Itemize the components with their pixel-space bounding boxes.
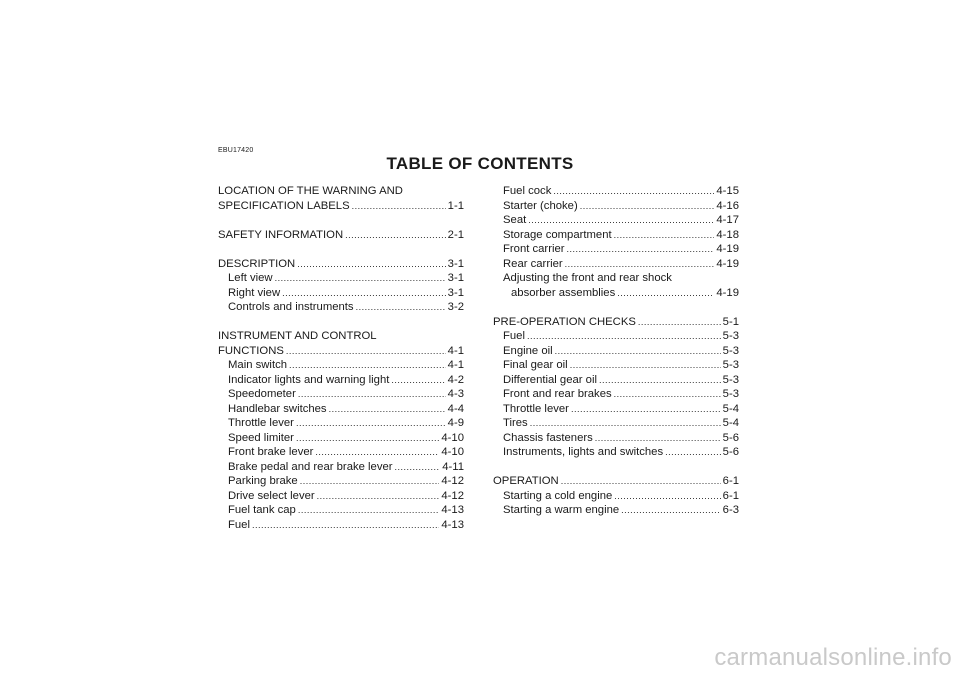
document-code: EBU17420 (218, 147, 254, 154)
toc-section-entry[interactable] (218, 257, 464, 272)
toc-subentry[interactable] (218, 445, 464, 460)
toc-entry-title: Handlebar switches (228, 402, 327, 415)
toc-subentry[interactable] (493, 503, 739, 518)
toc-entry-title: Right view (228, 286, 281, 299)
toc-page-number: 4-13 (441, 518, 464, 531)
toc-page-number: 4-9 (447, 417, 464, 429)
toc-leader-dots (352, 199, 446, 214)
toc-subentry[interactable] (218, 387, 464, 402)
toc-entry-title: Front brake lever (228, 446, 314, 458)
toc-page-number: 3-1 (447, 286, 464, 299)
toc-entry-title: Starter (choke) (503, 199, 578, 212)
toc-page-number: 3-1 (447, 272, 464, 284)
toc-leader-dots (580, 199, 715, 214)
toc-entry-title: Parking brake (228, 475, 298, 487)
toc-entry-title: Controls and instruments (228, 301, 354, 313)
toc-entry-title: Starting a warm engine (503, 504, 620, 516)
toc-page-number: 4-1 (447, 344, 464, 357)
toc-page-number: 4-19 (716, 286, 739, 299)
toc-page-number: 4-19 (716, 243, 739, 255)
toc-leader-dots (614, 387, 721, 402)
toc-page-number: 1-1 (447, 199, 464, 212)
toc-leader-dots (595, 431, 721, 446)
toc-subentry[interactable] (493, 184, 739, 199)
toc-leader-dots (345, 228, 446, 243)
toc-section-entry[interactable] (218, 184, 464, 199)
toc-entry-title: Storage compartment (503, 228, 612, 241)
toc-page-number: 4-4 (447, 402, 464, 415)
toc-leader-dots (298, 503, 440, 518)
toc-entry-title: Fuel tank cap (228, 504, 296, 516)
toc-subentry[interactable] (493, 358, 739, 373)
toc-leader-dots (665, 445, 721, 460)
toc-spacer (218, 213, 464, 228)
toc-page-number: 6-1 (722, 489, 739, 502)
toc-leader-dots (329, 402, 446, 417)
toc-section-entry[interactable] (218, 344, 464, 359)
toc-entry-title: Left view (228, 272, 273, 284)
toc-subentry[interactable] (493, 228, 739, 243)
toc-page-number: 4-12 (441, 475, 464, 487)
toc-page-number: 4-3 (447, 388, 464, 400)
toc-entry-title: SAFETY INFORMATION (218, 228, 344, 241)
toc-entry-title: Brake pedal and rear brake lever (228, 460, 393, 473)
toc-leader-dots (252, 518, 439, 533)
toc-entry-title: INSTRUMENT AND CONTROL (218, 330, 377, 342)
toc-leader-dots (296, 431, 439, 446)
toc-subentry[interactable] (218, 518, 464, 533)
toc-page-number: 4-16 (716, 199, 739, 212)
toc-subentry[interactable] (493, 402, 739, 417)
toc-subentry[interactable] (218, 402, 464, 417)
page-title: TABLE OF CONTENTS (386, 154, 574, 173)
toc-page-number: 6-1 (722, 475, 739, 487)
toc-page-number: 5-4 (722, 417, 739, 429)
toc-page-number: 4-10 (441, 431, 464, 444)
toc-page-number: 4-13 (441, 504, 464, 516)
toc-entry-title: Fuel (228, 518, 250, 531)
toc-leader-dots (617, 286, 714, 301)
toc-entry-title: LOCATION OF THE WARNING AND (218, 185, 403, 197)
toc-page-number: 4-2 (447, 373, 464, 386)
toc-entry-title: Rear carrier (503, 257, 563, 270)
toc-page-number: 5-3 (722, 388, 739, 400)
toc-entry-title: Indicator lights and warning light (228, 373, 390, 386)
toc-page-number: 5-3 (722, 344, 739, 357)
toc-leader-dots (356, 300, 446, 315)
toc-subentry[interactable] (493, 344, 739, 359)
toc-page-number: 5-3 (722, 359, 739, 371)
toc-subentry[interactable] (493, 329, 739, 344)
toc-leader-dots (297, 257, 445, 272)
toc-entry-title: PRE-OPERATION CHECKS (493, 315, 636, 328)
toc-leader-dots (315, 445, 439, 460)
toc-page-number: 3-2 (447, 301, 464, 313)
toc-entry-title: Front and rear brakes (503, 388, 612, 400)
toc-entry-title: DESCRIPTION (218, 257, 296, 270)
toc-entry-title: Tires (503, 417, 528, 429)
toc-section-entry[interactable] (493, 315, 739, 330)
toc-page-number: 4-10 (441, 446, 464, 458)
toc-subentry[interactable] (493, 271, 739, 286)
toc-right-column (493, 184, 739, 518)
toc-entry-title: Adjusting the front and rear shock (503, 272, 672, 284)
toc-entry-title: Drive select lever (228, 489, 315, 502)
toc-leader-dots (530, 416, 721, 431)
toc-leader-dots (621, 503, 721, 518)
toc-subentry[interactable] (218, 503, 464, 518)
toc-section-entry[interactable] (218, 199, 464, 214)
toc-subentry[interactable] (218, 489, 464, 504)
toc-leader-dots (555, 344, 721, 359)
toc-leader-dots (614, 228, 715, 243)
toc-leader-dots (527, 329, 721, 344)
toc-page-number: 4-15 (716, 185, 739, 197)
toc-entry-title: Seat (503, 214, 527, 226)
toc-entry-title: Engine oil (503, 344, 553, 357)
toc-subentry[interactable] (493, 213, 739, 228)
toc-leader-dots (275, 271, 446, 286)
toc-leader-dots (296, 416, 446, 431)
toc-subentry[interactable] (493, 387, 739, 402)
toc-page-number: 4-11 (442, 460, 464, 473)
toc-entry-title: Starting a cold engine (503, 489, 613, 502)
toc-page-number: 5-1 (722, 315, 739, 328)
toc-entry-title: FUNCTIONS (218, 344, 284, 357)
toc-leader-dots (614, 489, 720, 504)
toc-leader-dots (395, 460, 441, 475)
toc-entry-title: Speedometer (228, 388, 296, 400)
toc-subentry[interactable] (493, 242, 739, 257)
toc-subentry[interactable] (218, 416, 464, 431)
toc-subentry[interactable] (493, 286, 739, 301)
toc-entry-title: Throttle lever (228, 417, 294, 429)
toc-entry-title: Chassis fasteners (503, 431, 593, 444)
toc-entry-title: Final gear oil (503, 359, 568, 371)
toc-entry-title: Speed limiter (228, 431, 294, 444)
toc-entry-title: Front carrier (503, 243, 565, 255)
toc-leader-dots (282, 286, 446, 301)
toc-spacer (493, 460, 739, 475)
toc-leader-dots (571, 402, 721, 417)
toc-subentry[interactable] (218, 358, 464, 373)
toc-leader-dots (300, 474, 440, 489)
toc-section-entry[interactable] (218, 228, 464, 243)
toc-entry-title: Fuel (503, 330, 525, 342)
toc-subentry[interactable] (493, 416, 739, 431)
toc-subentry[interactable] (493, 489, 739, 504)
toc-subentry[interactable] (218, 460, 464, 475)
toc-subentry[interactable] (218, 271, 464, 286)
toc-page-number: 4-1 (447, 359, 464, 371)
toc-page-number: 2-1 (447, 228, 464, 241)
toc-page-number: 5-3 (722, 373, 739, 386)
toc-leader-dots (565, 257, 715, 272)
toc-page-number: 4-19 (716, 257, 739, 270)
toc-subentry[interactable] (218, 474, 464, 489)
toc-subentry[interactable] (218, 373, 464, 388)
toc-page-number: 5-4 (722, 402, 739, 415)
toc-leader-dots (528, 213, 714, 228)
toc-spacer (493, 300, 739, 315)
toc-page-number: 4-17 (716, 214, 739, 226)
toc-entry-title: absorber assemblies (511, 286, 616, 299)
toc-subentry[interactable] (493, 445, 739, 460)
toc-subentry[interactable] (218, 431, 464, 446)
toc-leader-dots (298, 387, 446, 402)
watermark: carmanualsonline.info (714, 644, 952, 671)
toc-leader-dots (561, 474, 721, 489)
toc-leader-dots (570, 358, 721, 373)
toc-page-number: 3-1 (447, 257, 464, 270)
toc-page-number: 4-18 (716, 228, 739, 241)
toc-left-column (218, 184, 464, 532)
toc-section-entry[interactable] (493, 474, 739, 489)
toc-page-number: 5-3 (722, 330, 739, 342)
toc-entry-title: Main switch (228, 359, 288, 371)
toc-leader-dots (391, 373, 445, 388)
toc-leader-dots (289, 358, 446, 373)
toc-page-number: 4-12 (441, 489, 464, 502)
toc-subentry[interactable] (493, 257, 739, 272)
toc-section-entry[interactable] (218, 329, 464, 344)
toc-leader-dots (286, 344, 446, 359)
toc-entry-title: SPECIFICATION LABELS (218, 199, 350, 212)
toc-spacer (218, 242, 464, 257)
toc-entry-title: Fuel cock (503, 185, 552, 197)
toc-entry-title: OPERATION (493, 475, 559, 487)
toc-leader-dots (638, 315, 721, 330)
toc-entry-title: Differential gear oil (503, 373, 597, 386)
toc-entry-title: Throttle lever (503, 402, 569, 415)
toc-page-number: 5-6 (722, 446, 739, 458)
toc-spacer (218, 315, 464, 330)
toc-leader-dots (567, 242, 715, 257)
toc-page-number: 6-3 (722, 504, 739, 516)
toc-subentry[interactable] (493, 199, 739, 214)
toc-page-number: 5-6 (722, 431, 739, 444)
toc-subentry[interactable] (218, 300, 464, 315)
toc-subentry[interactable] (493, 431, 739, 446)
toc-leader-dots (599, 373, 721, 388)
toc-subentry[interactable] (218, 286, 464, 301)
toc-leader-dots (317, 489, 440, 504)
toc-entry-title: Instruments, lights and switches (503, 446, 664, 458)
toc-subentry[interactable] (493, 373, 739, 388)
toc-leader-dots (553, 184, 714, 199)
